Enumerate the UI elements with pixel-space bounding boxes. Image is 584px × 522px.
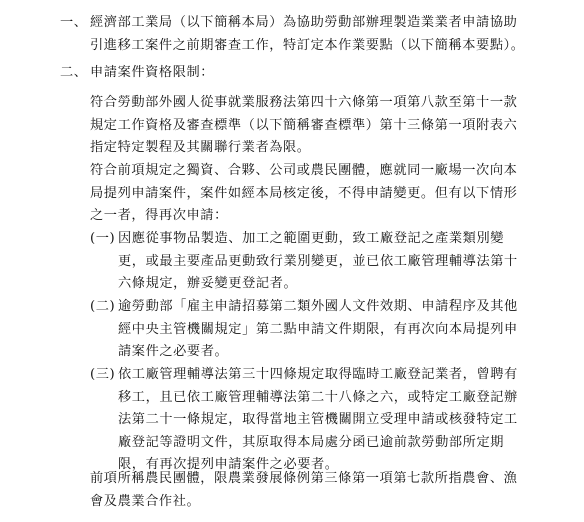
section-1-text: 經濟部工業局（以下簡稱本局）為協助勞動部辦理製造業業者申請協助引進移工案件之前期審查工作，特訂定本作業要點（以下簡稱本要點）。 bbox=[90, 15, 525, 53]
list-item-1-number: (一) bbox=[90, 231, 116, 246]
list-item-2-text: 逾勞動部「雇主申請招募第二類外國人文件效期、申請程序及其他經中央主管機關規定」第二點申請文件期限，有再次向本局提列申請案件之必要者。 bbox=[118, 299, 518, 359]
section-2-number: 二、 bbox=[60, 65, 88, 80]
list-item-1-text: 因應從事物品製造、加工之範圍更動，致工廠登記之產業類別變更，或最主要產品更動致行業別變更，並已依工廠管理輔導法第十六條規定，辦妥變更登記者。 bbox=[118, 231, 518, 291]
section-2-heading: 申請案件資格限制： bbox=[90, 65, 215, 80]
section-1-number: 一、 bbox=[60, 15, 88, 30]
section-2-paragraph-1: 符合勞動部外國人從事就業服務法第四十六條第一項第八款至第十一款規定工作資格及審查標準（以下簡稱審查標準）第十三條第一項附表六指定特定製程及其關聯行業者為限。 bbox=[90, 95, 518, 155]
list-item-3-text: 依工廠管理輔導法第三十四條規定取得臨時工廠登記業者，曾聘有移工，且已依工廠管理輔導法第二十八條之六，或特定工廠登記辦法第二十一條規定，取得當地主管機關開立受理申請或核發特定工廠登記等證明文件，其原取得本局處分函已逾前款勞動部所定期限，有再次提列申請案件之必要者。 bbox=[118, 367, 518, 472]
list-item-3-number: (三) bbox=[90, 367, 116, 382]
list-item-2-number: (二) bbox=[90, 299, 116, 314]
section-2-paragraph-2: 符合前項規定之獨資、合夥、公司或農民團體，應就同一廠場一次向本局提列申請案件，案件如經本局核定後，不得申請變更。但有以下情形之一者，得再次申請： bbox=[90, 163, 518, 223]
section-2-paragraph-3: 前項所稱農民團體，限農業發展條例第三條第一項第七款所指農會、漁會及農業合作社。 bbox=[90, 471, 518, 509]
